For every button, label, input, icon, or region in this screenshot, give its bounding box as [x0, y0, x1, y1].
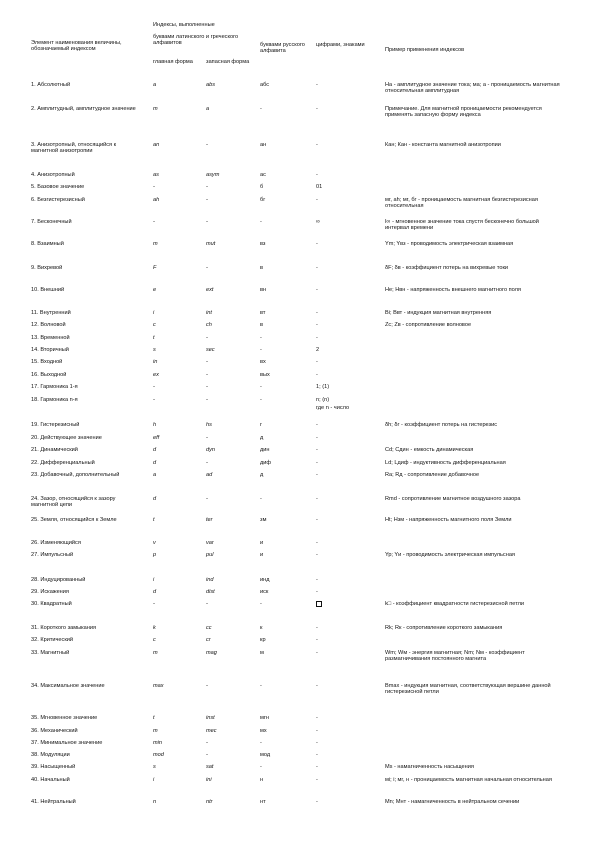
row-short-form: - [206, 359, 208, 365]
row-russian: к [260, 625, 263, 631]
row-full-form: s [153, 764, 156, 770]
row-element-name: 19. Гистерезисный [31, 422, 80, 428]
row-full-form: c [153, 322, 156, 328]
row-short-form: - [206, 435, 208, 441]
header-latin-group: буквами латинского и греческого алфавитов [153, 34, 239, 47]
row-full-form: an [153, 142, 160, 148]
row-russian: и [260, 540, 264, 546]
row-full-form: F [153, 265, 157, 271]
row-example: Zc; Zв - сопротивление волновое [385, 322, 472, 328]
row-element-name: 9. Вихревой [31, 265, 63, 271]
row-example: δF; δв - коэффициент потерь на вихревые токи [385, 265, 509, 271]
row-element-name: 24. Зазор, относящийся к зазору магнитной цепи [31, 496, 116, 509]
row-example: He; Hвн - напряженность внешнего магнитного поля [385, 287, 521, 293]
row-full-form: m [153, 241, 158, 247]
row-element-name: 13. Временной [31, 335, 70, 341]
row-element-name: 11. Внутренний [31, 310, 71, 316]
row-full-form: a [153, 472, 157, 478]
row-russian: диф [260, 460, 271, 466]
row-russian: и [260, 552, 264, 558]
row-full-form: m [153, 728, 158, 734]
row-element-name: 38. Модуляции [31, 752, 70, 758]
row-numbers [316, 601, 322, 608]
row-russian: - [260, 397, 262, 403]
row-full-form: n [153, 799, 157, 805]
row-russian: г [260, 422, 263, 428]
row-short-form: asym [206, 172, 220, 178]
row-short-form: - [206, 372, 208, 378]
row-short-form: sat [206, 764, 214, 770]
row-full-form: - [153, 384, 155, 390]
row-full-form: t [153, 715, 155, 721]
row-element-name: 2. Амплитудный, амплитудное значение [31, 106, 136, 112]
row-numbers: - [316, 577, 318, 583]
row-numbers: n; (n) [316, 397, 330, 403]
row-russian: вых [260, 372, 270, 378]
row-russian: - [260, 219, 262, 225]
row-russian: в [260, 322, 263, 328]
row-short-form: - [206, 683, 208, 689]
row-short-form: ch [206, 322, 212, 328]
row-short-form: cr [206, 637, 211, 643]
row-russian: - [260, 347, 262, 353]
row-full-form: a [153, 82, 157, 88]
row-example: Mn; Mнт - намагниченность в нейтральном сечении [385, 799, 520, 805]
row-element-name: 26. Изменяющийся [31, 540, 81, 546]
row-numbers: - [316, 172, 318, 178]
row-full-form: i [153, 577, 155, 583]
row-numbers: - [316, 142, 318, 148]
row-example: I∞ - мгновенное значение тока спустя бесконечно большой интервал времени [385, 219, 539, 232]
row-short-form: - [206, 740, 208, 746]
row-element-name: 12. Волновой [31, 322, 66, 328]
row-full-form: ex [153, 372, 159, 378]
row-numbers: - [316, 287, 318, 293]
row-numbers: - [316, 241, 318, 247]
row-full-form: - [153, 601, 155, 607]
row-short-form: - [206, 142, 208, 148]
row-short-form: - [206, 219, 208, 225]
row-full-form: h [153, 422, 157, 428]
row-example: Cd; Cдин - емкость динамическая [385, 447, 474, 453]
row-element-name: 41. Нейтральный [31, 799, 76, 805]
row-full-form: ah [153, 197, 160, 203]
row-full-form: eff [153, 435, 160, 441]
row-full-form: p [153, 552, 157, 558]
row-example: Rmd - сопротивление магнитное воздушного зазора [385, 496, 521, 502]
row-russian: ас [260, 172, 266, 178]
row-short-form: a [206, 106, 210, 112]
row-short-form: ind [206, 577, 214, 583]
row-numbers: 2 [316, 347, 320, 353]
row-element-name: 14. Вторичный [31, 347, 69, 353]
row-element-name: 33. Магнитный [31, 650, 70, 656]
row-numbers: - [316, 335, 318, 341]
row-numbers: - [316, 372, 318, 378]
row-short-form: - [206, 184, 208, 190]
row-element-name: 20. Действующее значение [31, 435, 102, 441]
row-element-name: 35. Мгновенное значение [31, 715, 98, 721]
row-example: Bmax - индукция магнитная, соответствующая вершине данной гистерезисной петли [385, 683, 551, 696]
row-full-form: i [153, 310, 155, 316]
row-russian: - [260, 601, 262, 607]
row-full-form: v [153, 540, 156, 546]
row-numbers: - [316, 435, 318, 441]
header-russian: буквами русского алфавита [260, 42, 305, 55]
row-numbers: - [316, 82, 318, 88]
row-element-name: 16. Выходной [31, 372, 67, 378]
row-element-name: 25. Земля, относящийся к Земле [31, 517, 117, 523]
row-short-form: mag [206, 650, 217, 656]
row-element-name: 1. Абсолютный [31, 82, 71, 88]
row-numbers: 01 [316, 184, 323, 190]
row-russian: кр [260, 637, 266, 643]
row-short-form: inst [206, 715, 215, 721]
row-element-name: 7. Бесконечный [31, 219, 72, 225]
row-full-form: m [153, 650, 158, 656]
row-numbers: - [316, 265, 318, 271]
row-full-form: - [153, 184, 155, 190]
row-russian: мод [260, 752, 271, 758]
row-full-form: mod [153, 752, 164, 758]
row-russian: вт [260, 310, 266, 316]
row-full-form: d [153, 496, 157, 502]
row-example: Wm; Wм - энергия магнитная; Nm; Nм - коэффициент размагничивания постоянного магнита [385, 650, 525, 663]
row-numbers: - [316, 650, 318, 656]
row-short-form: mut [206, 241, 216, 247]
row-element-name: 5. Базовое значение [31, 184, 85, 190]
row-russian: - [260, 683, 262, 689]
row-russian: н [260, 777, 264, 783]
row-element-name: 32. Критический [31, 637, 74, 643]
header-element: Элемент наименования величины, обозначаемый индексом [31, 40, 122, 53]
row-example: Ld; Lдиф - индуктивность дифференциальная [385, 460, 506, 466]
row-short-form: abs [206, 82, 216, 88]
row-element-name: 4. Анизотропный [31, 172, 75, 178]
row-russian: мх [260, 728, 267, 734]
row-example: мr, ah; мr, бг - проницаемость магнитная безгистерезисная относительная [385, 197, 538, 210]
row-element-name: 8. Взаимный [31, 241, 64, 247]
row-russian: вз [260, 241, 266, 247]
row-russian: - [260, 496, 262, 502]
row-short-form: - [206, 335, 208, 341]
row-numbers: - [316, 197, 318, 203]
row-russian: ан [260, 142, 267, 148]
row-russian: - [260, 740, 262, 746]
row-element-name: 31. Короткого замыкания [31, 625, 97, 631]
row-numbers: ∞ [316, 219, 320, 225]
row-element-name: 28. Индуцированный [31, 577, 86, 583]
row-numbers: - [316, 447, 318, 453]
row-russian: бг [260, 197, 266, 203]
row-russian: д [260, 472, 264, 478]
row-full-form: d [153, 589, 157, 595]
row-element-name: 36. Механический [31, 728, 78, 734]
row-full-form: t [153, 517, 155, 523]
header-numbers: цифрами, знаками [316, 42, 365, 48]
row-short-form: hs [206, 422, 212, 428]
row-example: Ht; Hзм - напряженность магнитного поля Земли [385, 517, 512, 523]
row-russian: нт [260, 799, 266, 805]
row-full-form: t [153, 335, 155, 341]
row-short-form: ntr [206, 799, 213, 805]
row-short-form: dist [206, 589, 215, 595]
row-russian: - [260, 384, 262, 390]
row-short-form: dyn [206, 447, 216, 453]
row-element-name: 22. Дифференциальный [31, 460, 95, 466]
row-numbers: - [316, 472, 318, 478]
row-numbers: - [316, 625, 318, 631]
row-short-form: ad [206, 472, 213, 478]
row-example: Rk; Rк - сопротивление короткого замыкания [385, 625, 503, 631]
row-full-form: m [153, 106, 158, 112]
row-russian: вн [260, 287, 267, 293]
row-russian: вх [260, 359, 266, 365]
row-russian: м [260, 650, 264, 656]
row-full-form: d [153, 460, 157, 466]
row-russian: абс [260, 82, 270, 88]
row-example: Примечание. Для магнитной проницаемости рекомендуется применять запасную форму индекса [385, 106, 542, 119]
row-russian: в [260, 265, 263, 271]
row-element-name: 18. Гармоника n-я [31, 397, 78, 403]
row-numbers: - [316, 540, 318, 546]
row-numbers: - [316, 310, 318, 316]
row-element-name: 10. Внешний [31, 287, 65, 293]
row-russian: - [260, 106, 262, 112]
row-element-name: 30. Квадратный [31, 601, 72, 607]
row-russian: зм [260, 517, 267, 523]
row-short-form: - [206, 496, 208, 502]
row-russian: иск [260, 589, 269, 595]
row-example: Кан; Кан - константа магнитной анизотропии [385, 142, 501, 148]
row-russian: дин [260, 447, 270, 453]
row-element-name: 23. Добавочный, дополнительный [31, 472, 120, 478]
row-full-form: k [153, 625, 156, 631]
row-full-form: - [153, 397, 155, 403]
row-example: мi; i; мr, н - проницаемость магнитная начальная относительная [385, 777, 552, 783]
row-full-form: c [153, 637, 156, 643]
row-short-form: - [206, 601, 208, 607]
row-example: Yp; Yи - проводимость электрическая импульсная [385, 552, 515, 558]
row-numbers: - [316, 777, 318, 783]
row-short-form: cc [206, 625, 212, 631]
row-full-form: as [153, 172, 159, 178]
row-numbers: - [316, 637, 318, 643]
row-element-name: 27. Импульсный [31, 552, 74, 558]
row-example: δh; δг - коэффициент потерь на гистерезис [385, 422, 498, 428]
row-russian: д [260, 435, 264, 441]
row-numbers: - [316, 764, 318, 770]
row-example: k□ - коэффициент квадратности гистерезисной петли [385, 601, 525, 607]
row-numbers: - [316, 589, 318, 595]
row-russian: - [260, 764, 262, 770]
row-short-form: int [206, 310, 212, 316]
row-element-name: 40. Начальный [31, 777, 70, 783]
row-numbers: - [316, 496, 318, 502]
row-russian: инд [260, 577, 270, 583]
row-numbers: - [316, 517, 318, 523]
row-short-form: mec [206, 728, 217, 734]
row-numbers: - [316, 715, 318, 721]
header-short-form: запасная форма [206, 59, 250, 65]
row-short-form: - [206, 384, 208, 390]
row-short-form: ext [206, 287, 214, 293]
row-russian: мгн [260, 715, 269, 721]
row-element-name: 34. Максимальное значение [31, 683, 105, 689]
row-numbers: - [316, 422, 318, 428]
header-example: Пример применения индексов [385, 47, 465, 53]
row-example: Ha - амплитудное значение тока; ма; а - проницаемость магнитная относительная амплитудная [385, 82, 560, 95]
row-example: Ms - намагниченность насыщения [385, 764, 474, 770]
row-russian: б [260, 184, 264, 190]
row-element-name: 3. Анизотропный, относящийся к магнитной анизотропии [31, 142, 117, 155]
row-full-form: s [153, 347, 156, 353]
row-full-form: - [153, 219, 155, 225]
row-short-form: var [206, 540, 214, 546]
row-full-form: d [153, 447, 157, 453]
row-numbers: - [316, 799, 318, 805]
row-numbers: - [316, 322, 318, 328]
row-element-name: 15. Входной [31, 359, 63, 365]
row-numbers: - [316, 106, 318, 112]
row-short-form: - [206, 460, 208, 466]
row-short-form: - [206, 197, 208, 203]
row-full-form: in [153, 359, 158, 365]
header-index-group: Индексы, выполненные [153, 22, 215, 28]
row-full-form: min [153, 740, 163, 746]
row-short-form: pul [206, 552, 214, 558]
row-short-form: - [206, 397, 208, 403]
row-full-form: i [153, 777, 155, 783]
row-russian: - [260, 335, 262, 341]
row-short-form: ini [206, 777, 212, 783]
row-example: Bi; Bвт - индукция магнитная внутренняя [385, 310, 492, 316]
row-element-name: 37. Минимальное значение [31, 740, 103, 746]
row-numbers: - [316, 728, 318, 734]
header-full-form: главная форма [153, 59, 193, 65]
square-symbol-icon [316, 601, 322, 607]
row-numbers: - [316, 359, 318, 365]
row-element-name: 21. Динамический [31, 447, 78, 453]
row-numbers: - [316, 740, 318, 746]
row-full-form: max [153, 683, 164, 689]
row-element-name: 29. Искажения [31, 589, 69, 595]
row-full-form: e [153, 287, 157, 293]
row-numbers: - [316, 683, 318, 689]
row-short-form: sec [206, 347, 215, 353]
row-numbers: 1; (1) [316, 384, 330, 390]
row-short-form: - [206, 752, 208, 758]
row-example: Ra; Rд - сопротивление добавочное [385, 472, 480, 478]
row-element-name: 6. Безгистерезисный [31, 197, 85, 203]
row-numbers: - [316, 552, 318, 558]
row-element-name: 39. Насыщенный [31, 764, 76, 770]
row-numbers: - [316, 752, 318, 758]
row-short-form: - [206, 265, 208, 271]
row-numbers-note: где n - число [316, 405, 350, 411]
row-element-name: 17. Гармоника 1-я [31, 384, 78, 390]
row-numbers: - [316, 460, 318, 466]
row-example: Ym; Yвз - проводимость электрическая взаимная [385, 241, 514, 247]
row-short-form: ter [206, 517, 213, 523]
